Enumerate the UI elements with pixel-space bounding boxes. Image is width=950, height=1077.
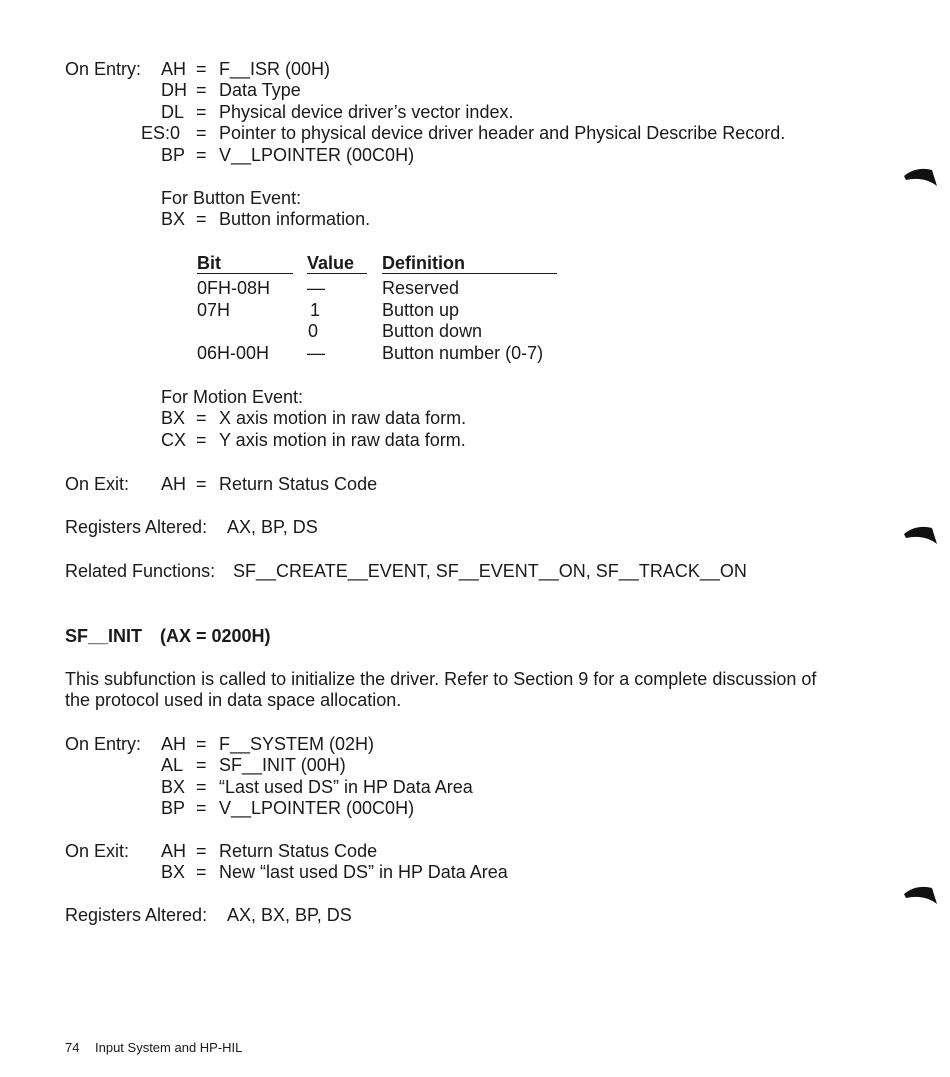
table-cell-value: — [307,278,325,298]
equals-sign: = [196,474,207,494]
register-value: V__LPOINTER (00C0H) [219,798,415,818]
register-name: BX [161,862,186,882]
register-value: X axis motion in raw data form. [219,408,467,428]
register-value: F__SYSTEM (02H) [219,734,375,754]
table-cell-definition: Button up [382,300,460,320]
header-underline [307,273,367,274]
register-value: Return Status Code [219,474,378,494]
register-value: Return Status Code [219,841,378,861]
isr-on-entry-label: On Entry: [65,59,142,79]
margin-tab-marker-icon [902,884,938,906]
register-value: “Last used DS” in HP Data Area [219,777,473,797]
sf-init-title-name: SF__INIT [65,626,143,646]
header-underline [382,273,557,274]
register-value: V__LPOINTER (00C0H) [219,145,415,165]
equals-sign: = [196,80,207,100]
register-name: BP [161,798,186,818]
table-cell-value: 0 [308,321,319,341]
equals-sign: = [196,408,207,428]
sf-init-on-entry-label: On Entry: [65,734,142,754]
equals-sign: = [196,862,207,882]
register-value: Button information. [219,209,371,229]
sf-init-registers-altered-value: AX, BX, BP, DS [227,905,352,925]
page-number: 74 [65,1040,80,1055]
margin-tab-marker-icon [902,524,938,546]
sf-init-registers-altered-label: Registers Altered: [65,905,208,925]
register-name: CX [161,430,187,450]
equals-sign: = [196,123,207,143]
table-header-definition: Definition [382,253,465,273]
isr-on-exit-label: On Exit: [65,474,130,494]
register-name: BX [161,209,186,229]
equals-sign: = [196,59,207,79]
table-cell-value: — [307,343,325,363]
sf-init-description-line: the protocol used in data space allocation. [65,690,402,710]
equals-sign: = [196,145,207,165]
table-cell-definition: Button number (0-7) [382,343,544,363]
register-name: AL [161,755,184,775]
table-cell-bit: 06H-00H [197,343,270,363]
register-value: Pointer to physical device driver header and Physical Describe Record. [219,123,786,143]
table-cell-value: 1 [310,300,321,320]
related-functions-value: SF__CREATE__EVENT, SF__EVENT__ON, SF__TRACK__ON [233,561,747,581]
sf-init-on-exit-label: On Exit: [65,841,130,861]
register-name: AH [161,474,187,494]
equals-sign: = [196,102,207,122]
header-underline [197,273,293,274]
register-name: AH [161,59,187,79]
register-value: Physical device driver’s vector index. [219,102,514,122]
equals-sign: = [196,841,207,861]
registers-altered-value: AX, BP, DS [227,517,318,537]
registers-altered-label: Registers Altered: [65,517,208,537]
table-cell-definition: Button down [382,321,483,341]
register-value: Data Type [219,80,301,100]
register-value: Y axis motion in raw data form. [219,430,466,450]
motion-event-heading: For Motion Event: [161,387,304,407]
table-cell-bit: 0FH-08H [197,278,271,298]
table-header-bit: Bit [197,253,221,273]
register-value: SF__INIT (00H) [219,755,346,775]
register-value: New “last used DS” in HP Data Area [219,862,508,882]
footer-section-title: Input System and HP-HIL [95,1040,243,1055]
sf-init-description-line: This subfunction is called to initialize the driver. Refer to Section 9 for a complete discussion of [65,669,817,689]
table-cell-bit: 07H [197,300,231,320]
register-name: BX [161,408,186,428]
equals-sign: = [196,798,207,818]
sf-init-title-code: (AX = 0200H) [160,626,271,646]
register-name: BX [161,777,186,797]
table-header-value: Value [307,253,355,273]
register-value: F__ISR (00H) [219,59,331,79]
register-name: ES:0 [141,123,181,143]
equals-sign: = [196,430,207,450]
register-name: DL [161,102,185,122]
register-name: DH [161,80,187,100]
related-functions-label: Related Functions: [65,561,216,581]
equals-sign: = [196,209,207,229]
register-name: BP [161,145,186,165]
register-name: AH [161,734,187,754]
register-name: AH [161,841,187,861]
equals-sign: = [196,734,207,754]
equals-sign: = [196,777,207,797]
table-cell-definition: Reserved [382,278,460,298]
equals-sign: = [196,755,207,775]
button-event-heading: For Button Event: [161,188,302,208]
margin-tab-marker-icon [902,166,938,188]
